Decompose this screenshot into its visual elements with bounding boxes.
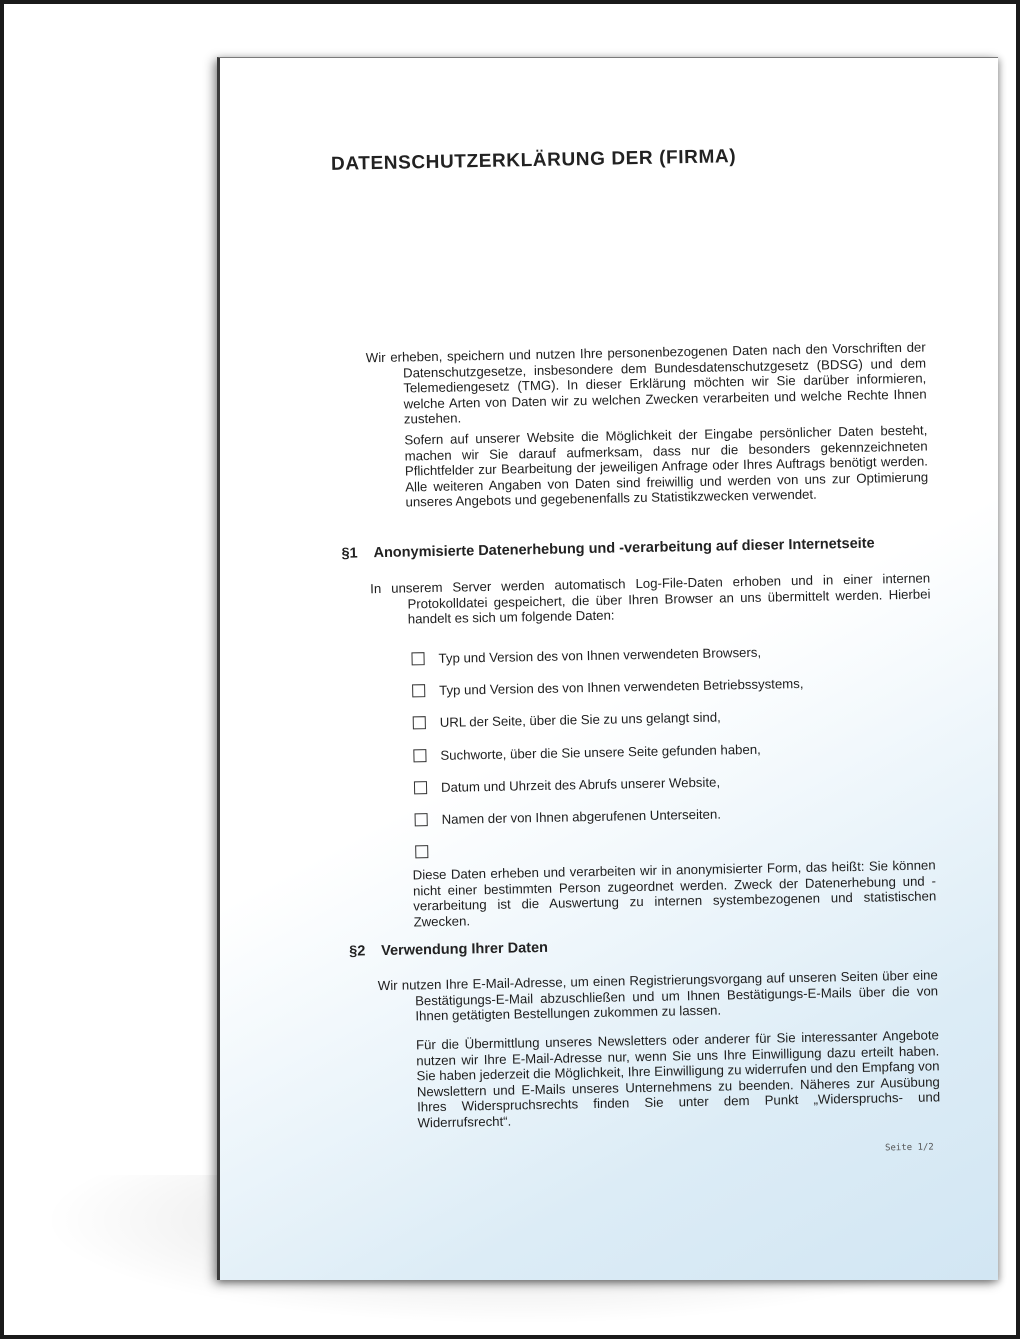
document-title: DATENSCHUTZERKLÄRUNG DER (FIRMA) (330, 146, 737, 175)
section-2-number: §2 (349, 943, 366, 960)
checkbox-icon (412, 684, 425, 697)
section-2-paragraph-2: Für die Übermittlung unseres Newsletters oder anderer für Sie interessanter Angebote nutzen wir Ihre E-Mail-Adresse nur, wenn Sie uns Ihre Einwilligung dazu erteilt haben. Sie haben jederzeit die Möglichkeit, Ihre Einwilligung zu widerrufen und den Empfang von Newslettern und E-Mails unseres Unternehmens zu beenden. Näheres zur Ausübung Ihres Widerspruchsrechts finden Sie unter dem Punkt „Widerspruchs- und Widerrufsrecht“. (415, 1027, 941, 1130)
section-1-number: §1 (341, 545, 358, 562)
section-1-heading (341, 534, 941, 562)
list-item-label: Suchworte, über die Sie unsere Seite gefunden haben, (440, 741, 761, 763)
section-1-title: Anonymisierte Datenerhebung und -verarbeitung auf dieser Internetseite (373, 535, 875, 562)
section-2-title: Verwendung Ihrer Daten (381, 939, 549, 960)
checkbox-icon (413, 749, 426, 762)
section-2-heading (349, 932, 949, 960)
list-item-label: Datum und Uhrzeit des Abrufs unserer Website, (440, 774, 721, 795)
list-item-label: Typ und Version des von Ihnen verwendeten Browsers, (438, 644, 762, 666)
document-page (217, 57, 998, 1280)
list-item-label: URL der Seite, über die Sie zu uns gelangt sind, (439, 709, 721, 731)
intro-paragraph-2: Sofern auf unserer Website die Möglichkeit der Eingabe persönlicher Daten besteht, machen wir Sie darauf aufmerksam, dass nur die besonders gekennzeichneten Pflichtfelder zur Bearbeitung der jeweiligen Anfrage oder Ihres Auftrags benötigt werden. Alle weiteren Angaben von Daten sind freiwillig und werden von uns zur Optimierung unseres Angebots und gegebenenfalls zu Statistikzwecken verwendet. (404, 422, 929, 510)
page-number: Seite 1/2 (884, 1142, 934, 1154)
section-1-closing: Diese Daten erheben und verarbeiten wir in anonymisierter Form, das heißt: Sie können nicht einer bestimmten Person zugeordnet werden. Zweck der Datenerhebung und -verarbeitung ist die Auswertung zu internen systembezogenen und statistischen Zwecken. (412, 857, 937, 929)
intro-paragraph-1: Wir erheben, speichern und nutzen Ihre personenbezogenen Daten nach den Vorschriften der Datenschutzgesetze, insbesondere dem Bundesdatenschutzgesetz (BDSG) und dem Telemediengesetz (TMG). In dieser Erklärung möchten wir Sie darüber informieren, welche Arten von Daten wir zu welchen Zwecken verarbeiten und welche Rechte Ihnen zustehen. (365, 339, 927, 427)
section-1-paragraph: In unserem Server werden automatisch Log-File-Daten erhoben und in einer internen Protokolldatei gespeichert, die über Ihren Browser an uns übermittelt werden. Hierbei handelt es sich um folgende Daten: (370, 570, 931, 627)
list-item-label: Namen der von Ihnen abgerufenen Unterseiten. (441, 806, 722, 828)
checkbox-icon (415, 846, 428, 859)
data-checklist (411, 632, 935, 868)
checkbox-icon (411, 652, 424, 665)
list-item-label: Typ und Version des von Ihnen verwendeten Betriebssystems, (439, 675, 804, 698)
checkbox-icon (414, 781, 427, 794)
section-2-paragraph-1: Wir nutzen Ihre E-Mail-Adresse, um einen Registrierungsvorgang auf unseren Seiten über eine Bestätigungs-E-Mail abzuschließen und um Ihnen Bestätigungs-E-Mails über die von Ihnen getätigten Bestellungen zukommen zu lassen. (377, 967, 939, 1024)
document-content (217, 61, 998, 1280)
checkbox-icon (413, 716, 426, 729)
checkbox-icon (415, 813, 428, 826)
